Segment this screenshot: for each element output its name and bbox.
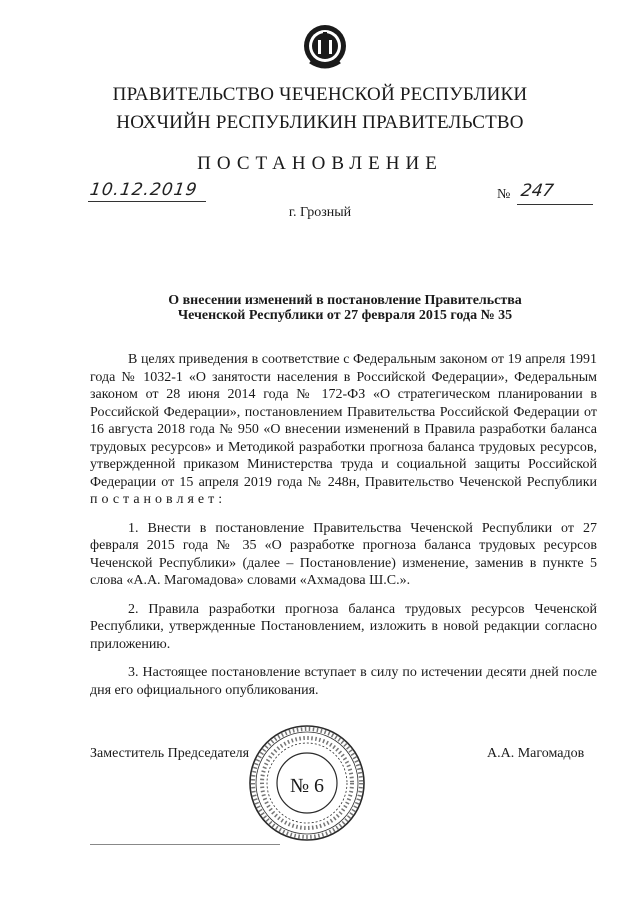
document-city: г. Грозный — [288, 205, 352, 220]
document-type-heading: ПОСТАНОВЛЕНИЕ — [197, 153, 443, 174]
document-footer-code — [90, 843, 280, 847]
subject-line-2: Чеченской Республики от 27 февраля 2015 года № 35 — [177, 308, 513, 323]
document-date-value: 10.12.2019 — [88, 180, 199, 200]
item-3-paragraph: 3. Настоящее постановление вступает в силу по истечении десяти дней после дня его официального опубликования. — [90, 665, 597, 698]
document-number-value: 247 — [519, 181, 555, 201]
signer-name: А.А. Магомадов — [487, 746, 585, 761]
signer-title: Заместитель Председателя — [90, 746, 250, 761]
document-date — [88, 180, 206, 206]
coat-of-arms-emblem — [302, 22, 348, 74]
document-subject — [90, 293, 600, 323]
item-1-paragraph: 1. Внести в постановление Правительства Чеченской Республики от 27 февраля 2015 года № 35 «О разработке прогноза баланса трудовых ресурсов Чеченской Республики» (далее – Постановление) изменение, заменив в пункте 5 слова «А.А. Магомадова» словами «Ахмадова Ш.С.». — [90, 520, 597, 588]
number-sign: № — [497, 187, 511, 202]
preamble-text: В целях приведения в соответствие с Федеральным законом от 19 апреля 1991 года № 1032-1 «О занятости населения в Российской Федерации», Федеральным законом от 28 июня 2014 года № 172-ФЗ «О стратегическом планировании в Российской Федерации», постановлением Правительства Российской Федерации от 16 августа 2018 года № 950 «О внесении изменений в Правила разработки баланса трудовых ресурсов» и Методикой разработки прогноза баланса трудовых ресурсов, утвержденной приказом Министерства труда и социальной защиты Российской Федерации от 15 апреля 2019 года № 248н, Правительство Чеченской Республики — [90, 352, 597, 490]
subject-line-1: О внесении изменений в постановление Правительства — [168, 293, 522, 308]
preamble-paragraph — [90, 351, 597, 509]
government-name-chechen: НОХЧИЙН РЕСПУБЛИКИН ПРАВИТЕЛЬСТВО — [116, 112, 524, 133]
date-underline — [88, 201, 206, 202]
government-name-russian: ПРАВИТЕЛЬСТВО ЧЕЧЕНСКОЙ РЕСПУБЛИКИ — [112, 84, 528, 105]
item-2-paragraph: 2. Правила разработки прогноза баланса трудовых ресурсов Чеченской Республики, утвержденные Постановлением, изложить в новой редакции согласно приложению. — [90, 601, 597, 652]
seal-number-label: № 6 — [289, 775, 325, 797]
document-body — [90, 351, 597, 699]
decree-word: постановляет: — [90, 492, 227, 507]
